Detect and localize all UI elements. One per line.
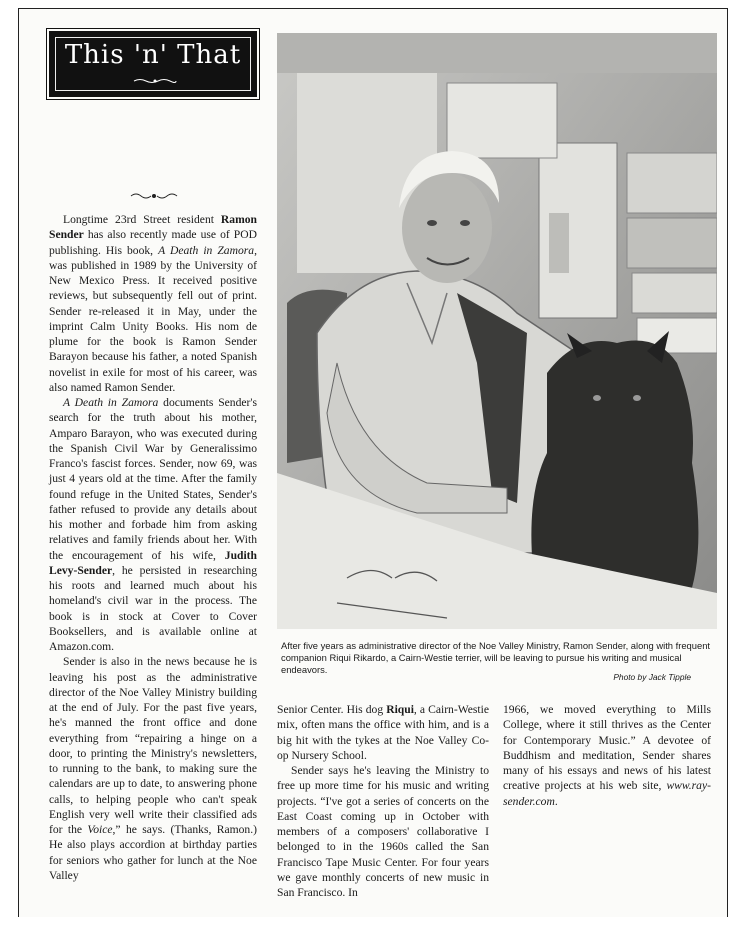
person-name: Judith Levy-Sender (49, 548, 257, 577)
article-paragraph (49, 395, 257, 654)
book-title: A Death in Zamora (158, 243, 255, 257)
website-url: www.ray-sender.com (503, 779, 711, 808)
text-run: 1966, we moved everything to Mills College, where it still thrives as the Center for Contemporary Music.” A devotee of Buddhism and meditation, Sender shares many of his essays and news of his latest creative projects at his web site, (503, 703, 711, 793)
text-run: documents Sender's search for the truth about his mother, Amparo Barayon, who was executed during the Spanish Civil War by Generalissimo Franco's fascist forces. Sender, now 69, was just 4 years old at the time. After the family found refuge in the United States, Sender's father refused to provide any details about his mother and forbade him from asking relatives and family friends about her. With the encouragement of his wife, (49, 396, 257, 562)
article-column-1 (49, 212, 257, 883)
column-masthead (49, 31, 257, 97)
publication-title: Voice (87, 823, 113, 836)
text-run: Senior Center. His dog (277, 703, 387, 716)
article-column-3 (503, 702, 711, 809)
text-run: , he persisted in researching his roots and learned much about his homeland's civil war in the process. The book is in stock at Cover to Cover Booksellers, and is available online at Amazon.com. (49, 563, 257, 653)
text-run: ,” he says. (Thanks, Ramon.) He also plays accordion at birthday parties for seniors who gather for lunch at the Noe Valley (49, 823, 257, 882)
ornament-icon (132, 78, 178, 84)
article-paragraph (503, 702, 711, 809)
text-run: , was published in 1989 by the University of New Mexico Press. It received positive reviews, but subsequently fell out of print. Sender re-released it in May, under the imprint Calm Unity Books. His nom de plume for the book is Ramon Sender Barayon because his father, a noted Spanish novelist in exile for most of his career, was also named Ramon Sender. (49, 243, 257, 394)
text-run: Longtime 23rd Street resident (63, 213, 221, 226)
article-paragraph: Sender says he's leaving the Ministry to free up more time for his music and writing projects. “I've got a series of concerts on the East Coast coming up in October with members of a composers' collaborative I belonged to in the 1960s called the San Francisco Tape Music Center. For four years we gave monthly concerts of new music in San Francisco. In (277, 764, 489, 899)
article-column-2 (277, 702, 489, 900)
book-title: A Death in Zamora (63, 396, 159, 409)
photo-portrait-with-dog-icon (277, 33, 717, 629)
photo-caption: After five years as administrative director of the Noe Valley Ministry, Ramon Sender, along with frequent companion Riqui Rikardo, a Cairn-Westie terrier, will be leaving to pursue his writing and musical endeavors. (281, 640, 711, 676)
newspaper-page (18, 8, 728, 917)
text-run: has also recently made use of POD publishing. His book, (49, 228, 257, 257)
article-paragraph (49, 654, 257, 883)
text-run: , a Cairn-Westie mix, often mans the office with him, and is a big hit with the tykes at the Noe Valley Co-op Nursery School. (277, 703, 489, 762)
flourish-icon (129, 192, 179, 200)
article-paragraph (49, 212, 257, 395)
text-run: . (554, 794, 558, 808)
text-run: Sender is also in the news because he is leaving his post as the administrative director of the Noe Valley Ministry building at the end of July. For the past five years, he's manned the front office and done everything from “repairing a hinge on a door, to printing the Ministry's newsletters, to running to the bank, to making sure the calendars are up to date, to answering phone calls, to helping people who can't speak English very well write their classified ads for the (49, 655, 257, 836)
person-name: Ramon Sender (49, 213, 257, 242)
photo-credit: Photo by Jack Tipple (613, 672, 691, 682)
article-photo (277, 33, 717, 629)
masthead-title: This 'n' That (64, 40, 242, 70)
article-paragraph (277, 702, 489, 763)
dog-name: Riqui (386, 703, 414, 716)
